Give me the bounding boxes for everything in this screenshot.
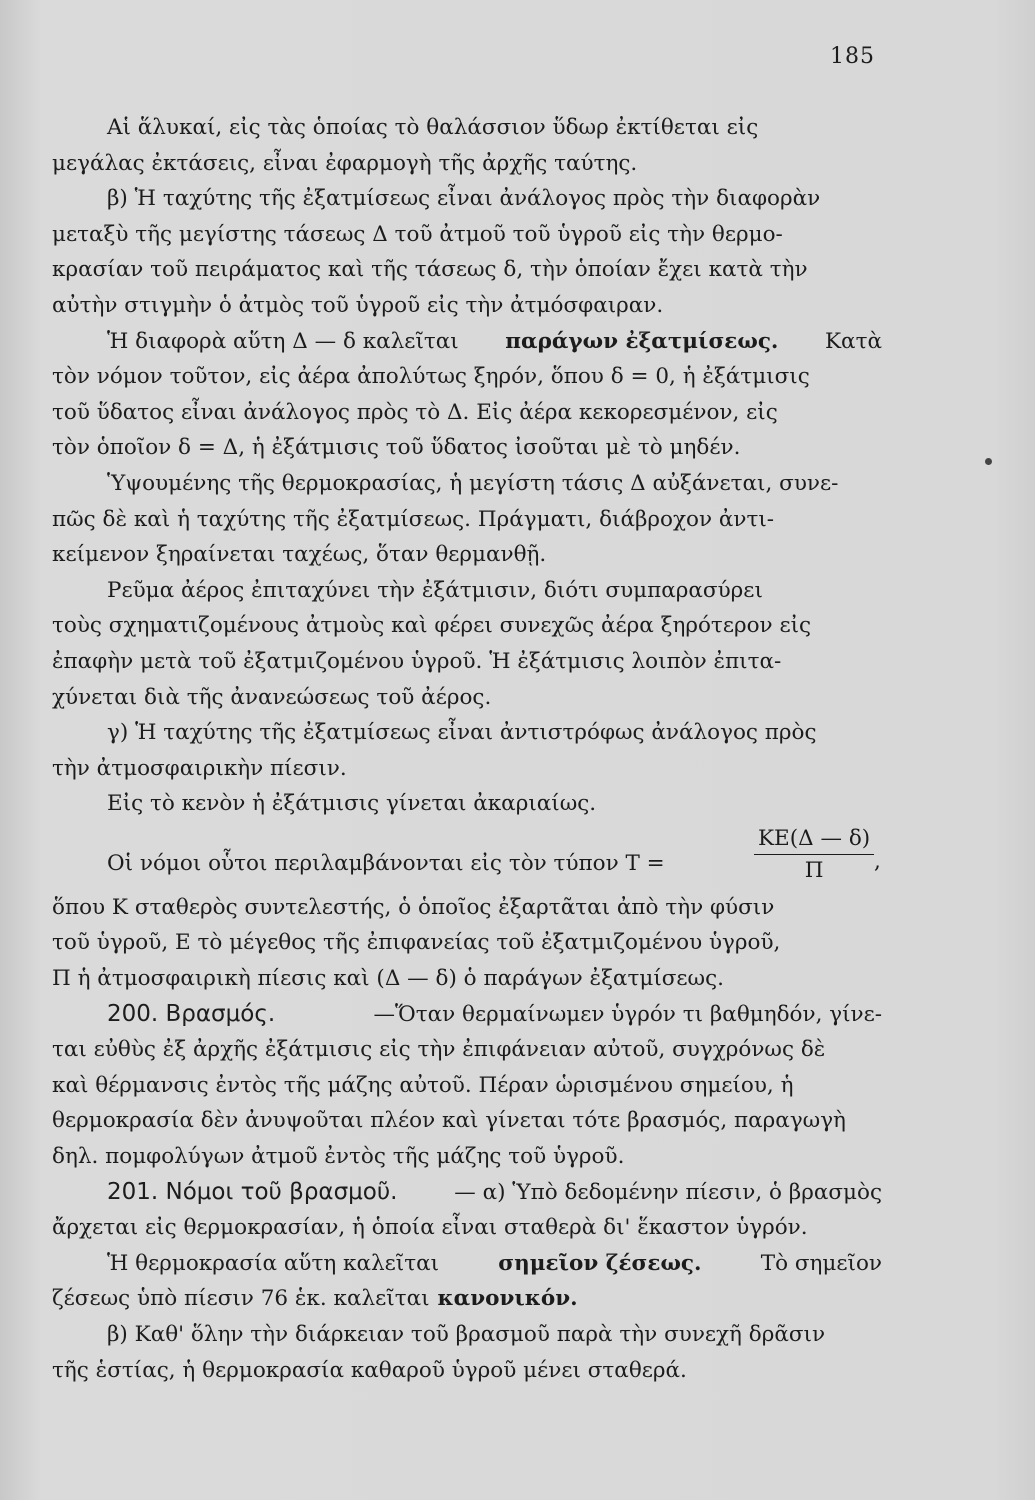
text-line — [52, 181, 882, 217]
text-line — [52, 217, 882, 253]
text-line — [52, 961, 882, 997]
text-span: κρασίαν τοῦ πειράματος καὶ τῆς τάσεως δ, τὴν ὁποίαν ἔχει κατὰ τὴν — [52, 257, 808, 283]
text-line — [52, 537, 882, 573]
text-line — [52, 925, 882, 961]
text-span: β) Ἡ ταχύτης τῆς ἐξατμίσεως εἶναι ἀνάλογος πρὸς τὴν διαφορὰν — [107, 186, 821, 212]
text-span: Ρεῦμα ἀέρος ἐπιταχύνει τὴν ἐξάτμισιν, διότι συμπαρασύρει — [107, 577, 763, 603]
text-line — [52, 1353, 882, 1389]
text-span: τῆς ἑστίας, ἡ θερμοκρασία καθαροῦ ὑγροῦ μένει σταθερά. — [52, 1357, 687, 1383]
text-line — [52, 430, 882, 466]
text-line — [52, 110, 882, 146]
text-line — [52, 502, 882, 538]
formula-fraction — [754, 824, 874, 887]
text-span: Ὑψουμένης τῆς θερμοκρασίας, ἡ μεγίστη τάσις Δ αὐξάνεται, συνε- — [107, 470, 839, 496]
text-line — [52, 751, 882, 787]
text-line — [52, 1068, 882, 1104]
section-heading-200: 200. Βρασμός. — [107, 1000, 276, 1027]
text-span: Τὸ σημεῖον — [760, 1250, 882, 1276]
formula-denominator: Π — [804, 857, 824, 883]
text-span: αὐτὴν στιγμὴν ὁ ἀτμὸς τοῦ ὑγροῦ εἰς τὴν ἀτμόσφαιραν. — [52, 292, 664, 318]
text-line — [52, 252, 882, 288]
text-span: μεγάλας ἐκτάσεις, εἶναι ἐφαρμογὴ τῆς ἀρχῆς ταύτης. — [52, 150, 638, 176]
text-line — [52, 1246, 882, 1282]
text-span: ὅπου K σταθερὸς συντελεστής, ὁ ὁποῖος ἐξαρτᾶται ἀπὸ τὴν φύσιν — [52, 894, 775, 920]
text-span: ἐπαφὴν μετὰ τοῦ ἐξατμιζομένου ὑγροῦ. Ἡ ἐξάτμισις λοιπὸν ἐπιτα- — [52, 648, 782, 674]
term-normal: κανονικόν. — [437, 1286, 578, 1312]
text-line — [52, 1175, 882, 1211]
formula-comma: , — [874, 848, 881, 874]
text-line — [52, 324, 882, 360]
text-span: μεταξὺ τῆς μεγίστης τάσεως Δ τοῦ ἀτμοῦ τοῦ ὑγροῦ εἰς τὴν θερμο- — [52, 221, 783, 247]
text-line — [52, 466, 882, 502]
text-span: Εἰς τὸ κενὸν ἡ ἐξάτμισις γίνεται ἀκαριαίως. — [107, 791, 597, 817]
text-span: κείμενον ξηραίνεται ταχέως, ὅταν θερμανθῇ. — [52, 542, 547, 568]
text-line — [52, 644, 882, 680]
text-line — [52, 1317, 882, 1353]
text-span: τοὺς σχηματιζομένους ἀτμοὺς καὶ φέρει συνεχῶς ἀέρα ξηρότερον εἰς — [52, 613, 812, 639]
text-span: Αἱ ἅλυκαί, εἰς τὰς ὁποίας τὸ θαλάσσιον ὕδωρ ἐκτίθεται εἰς — [107, 115, 759, 140]
text-line — [52, 395, 882, 431]
text-line — [52, 1210, 882, 1246]
term-boiling-point: σημεῖον ζέσεως. — [498, 1250, 702, 1276]
text-span: ται εὐθὺς ἐξ ἀρχῆς ἐξάτμισις εἰς τὴν ἐπιφάνειαν αὐτοῦ, συγχρόνως δὲ — [52, 1037, 826, 1063]
text-line — [52, 1032, 882, 1068]
formula-lead-text: Οἱ νόμοι οὗτοι περιλαμβάνονται εἰς τὸν τύπον T = — [107, 850, 665, 876]
term-evaporation-factor: παράγων ἐξατμίσεως. — [505, 328, 779, 354]
text-span: θερμοκρασία δὲν ἀνυψοῦται πλέον καὶ γίνεται τότε βρασμός, παραγωγὴ — [52, 1108, 846, 1134]
text-line — [52, 288, 882, 324]
text-span: Π ἡ ἀτμοσφαιρικὴ πίεσις καὶ (Δ — δ) ὁ παράγων ἐξατμίσεως. — [52, 966, 724, 992]
page-number: 185 — [830, 44, 875, 69]
text-span: ἄρχεται εἰς θερμοκρασίαν, ἡ ὁποία εἶναι σταθερὰ δι' ἕκαστον ὑγρόν. — [52, 1215, 808, 1241]
text-span: χύνεται διὰ τῆς ἀνανεώσεως τοῦ ἀέρος. — [52, 684, 492, 710]
text-span: τὸν νόμον τοῦτον, εἰς ἀέρα ἀπολύτως ξηρόν, ὅπου δ = 0, ἡ ἐξάτμισις — [52, 364, 810, 390]
text-line — [52, 715, 882, 751]
text-span: —Ὅταν θερμαίνωμεν ὑγρόν τι βαθμηδόν, γίνε- — [373, 1001, 882, 1027]
text-span: τὸν ὁποῖον δ = Δ, ἡ ἐξάτμισις τοῦ ὕδατος ἰσοῦται μὲ τὸ μηδέν. — [52, 435, 741, 461]
text-span: β) Καθ' ὅλην τὴν διάρκειαν τοῦ βρασμοῦ παρὰ τὴν συνεχῆ δρᾶσιν — [107, 1322, 826, 1347]
text-span: δηλ. πομφολύγων ἀτμοῦ ἐντὸς τῆς μάζης τοῦ ὑγροῦ. — [52, 1144, 625, 1170]
text-line — [52, 786, 882, 822]
text-line — [52, 573, 882, 609]
text-line — [52, 680, 882, 716]
text-line — [52, 146, 882, 182]
text-span: τὴν ἀτμοσφαιρικὴν πίεσιν. — [52, 755, 347, 781]
margin-dot-mark — [985, 458, 992, 465]
text-span: τοῦ ὑγροῦ, E τὸ μέγεθος τῆς ἐπιφανείας τοῦ ἐξατμιζομένου ὑγροῦ, — [52, 930, 781, 956]
formula-numerator: KE(Δ — δ) — [754, 824, 874, 855]
text-span: Ἡ διαφορὰ αὕτη Δ — δ καλεῖται — [107, 328, 459, 354]
text-line — [52, 359, 882, 395]
text-line — [52, 1103, 882, 1139]
text-line — [52, 890, 882, 926]
text-span: γ) Ἡ ταχύτης τῆς ἐξατμίσεως εἶναι ἀντιστρόφως ἀνάλογος πρὸς — [107, 720, 817, 746]
text-span: Κατὰ — [825, 328, 882, 354]
text-span: Ἡ θερμοκρασία αὕτη καλεῖται — [107, 1250, 440, 1276]
text-span: καὶ θέρμανσις ἐντὸς τῆς μάζης αὐτοῦ. Πέραν ὡρισμένου σημείου, ἡ — [52, 1072, 794, 1098]
text-span: — α) Ὑπὸ δεδομένην πίεσιν, ὁ βρασμὸς — [454, 1179, 882, 1205]
text-line — [52, 1139, 882, 1175]
text-span: πῶς δὲ καὶ ἡ ταχύτης τῆς ἐξατμίσεως. Πράγματι, διάβροχον ἀντι- — [52, 506, 775, 532]
formula-line — [52, 822, 882, 890]
section-heading-201: 201. Νόμοι τοῦ βρασμοῦ. — [107, 1178, 398, 1205]
text-span: ζέσεως ὑπὸ πίεσιν 76 ἑκ. καλεῖται — [52, 1286, 430, 1312]
text-line — [52, 1281, 882, 1317]
text-line — [52, 608, 882, 644]
text-span: τοῦ ὕδατος εἶναι ἀνάλογος πρὸς τὸ Δ. Εἰς ἀέρα κεκορεσμένον, εἰς — [52, 399, 778, 425]
text-line — [52, 997, 882, 1033]
page-body — [52, 110, 882, 1388]
